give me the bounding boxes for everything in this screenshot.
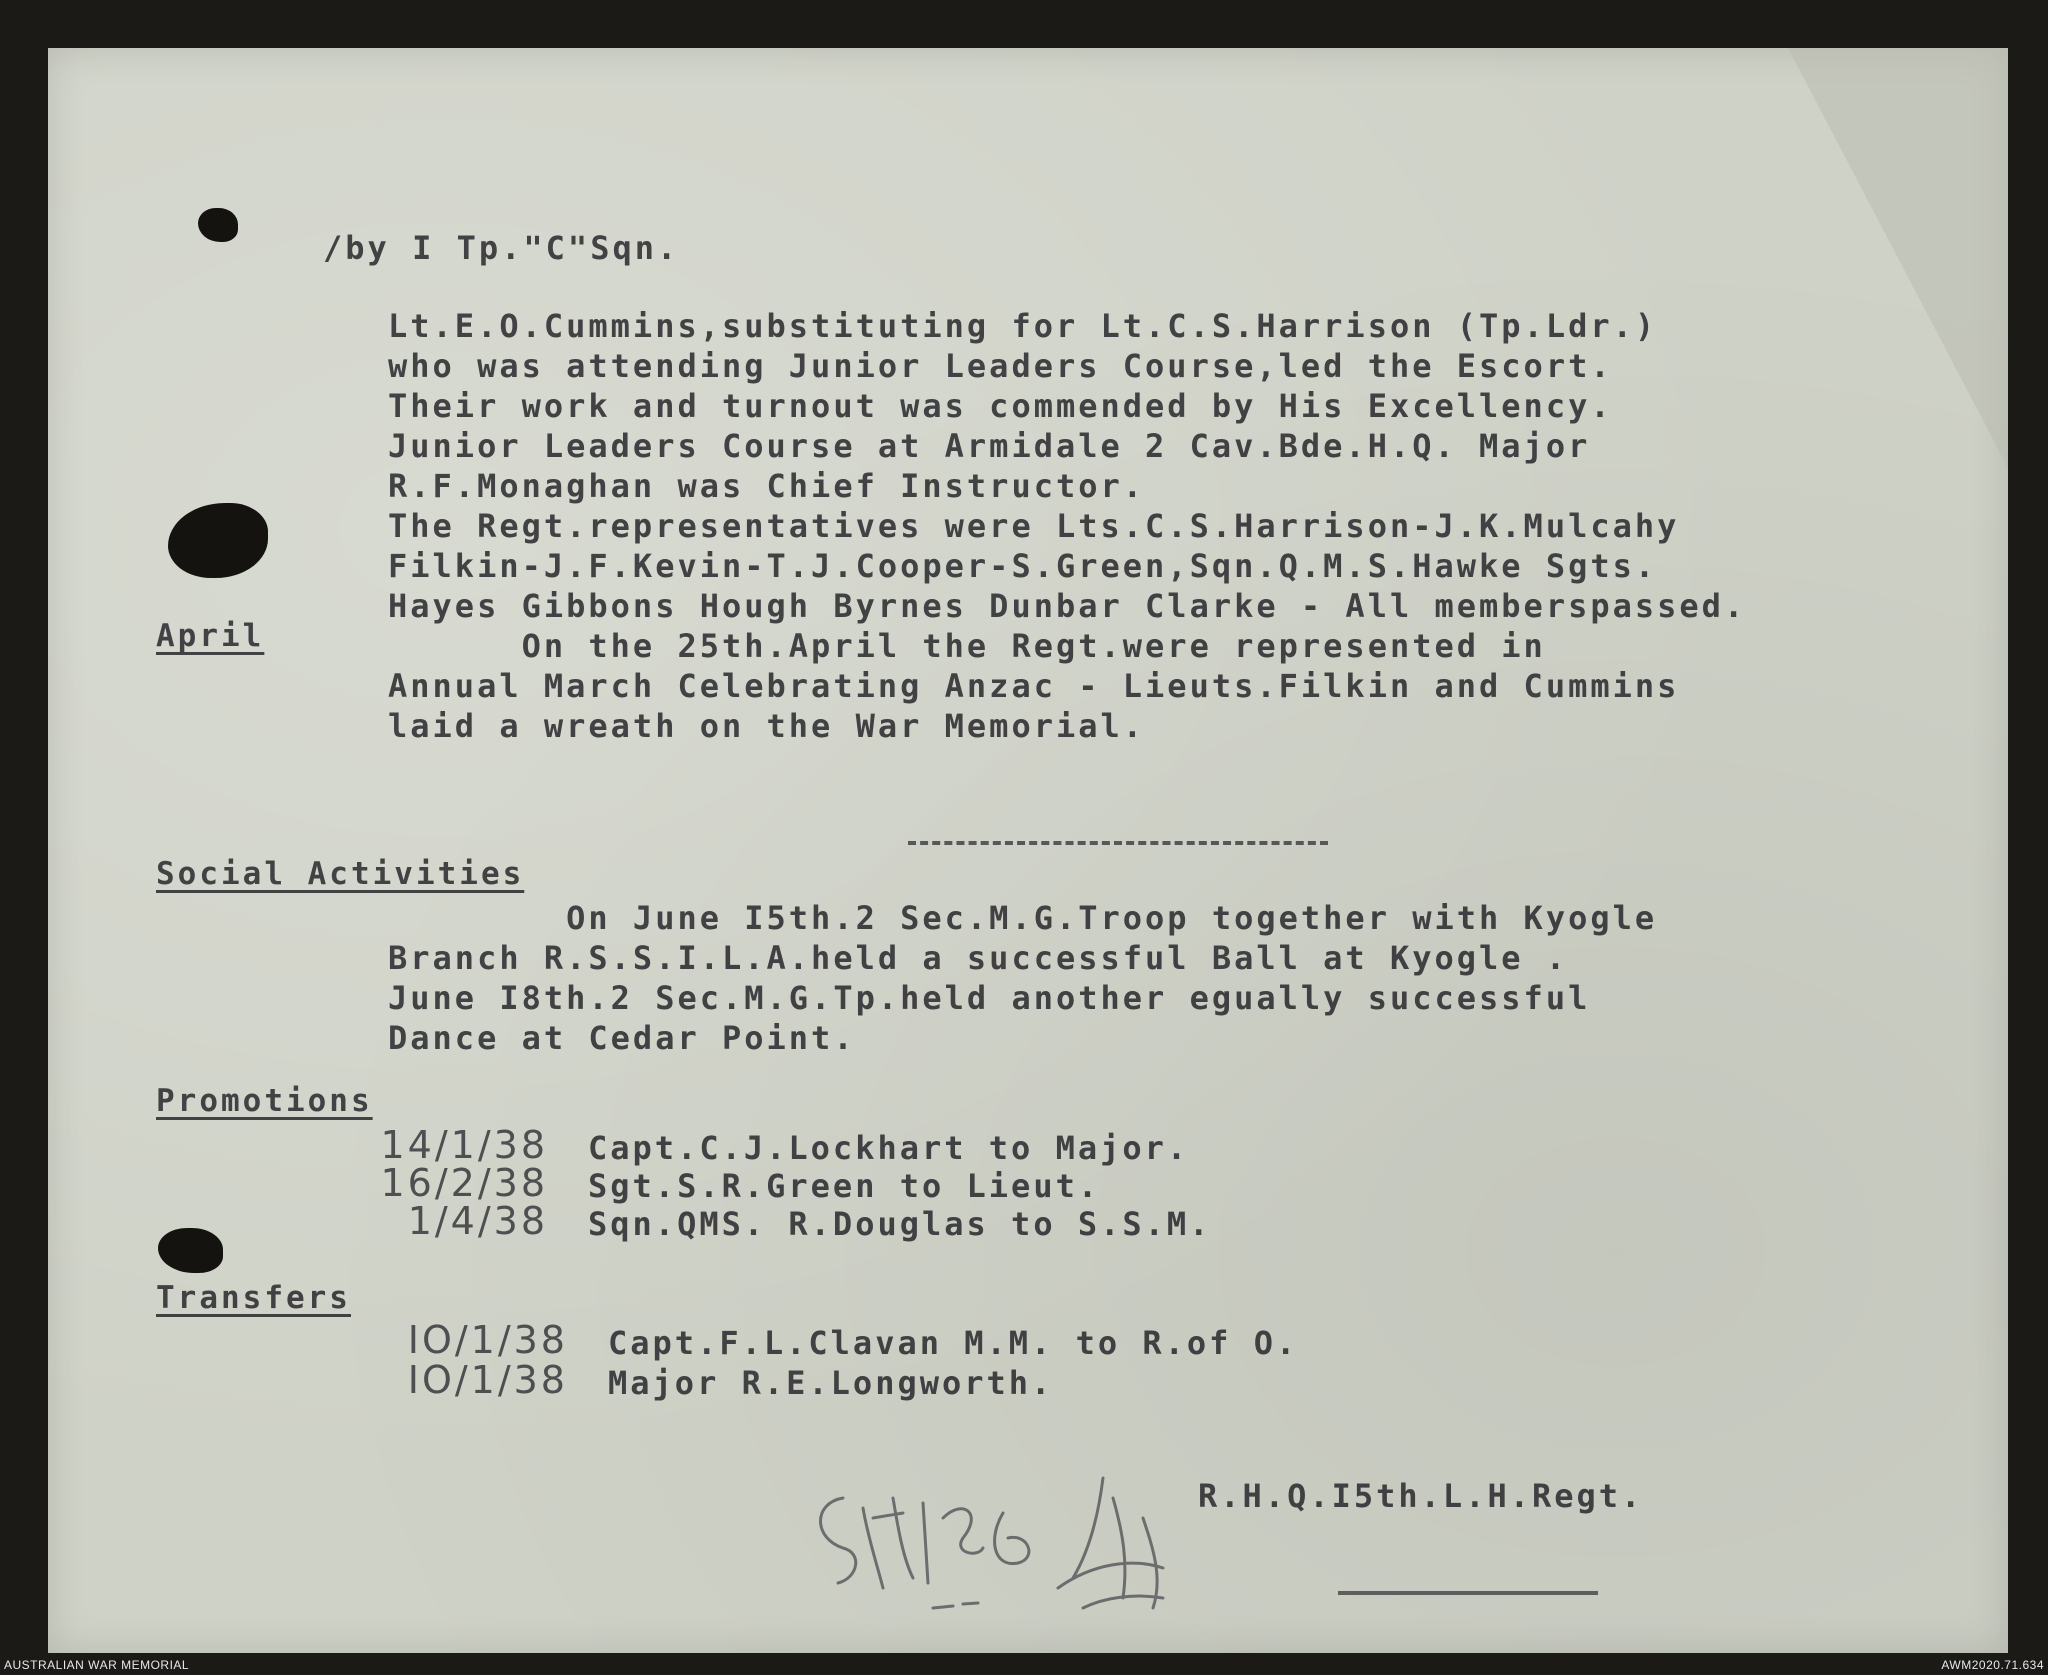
heading-april: April: [156, 618, 265, 654]
text-line: R.F.Monaghan was Chief Instructor.: [388, 467, 1146, 505]
text-line: who was attending Junior Leaders Course,led the Escort.: [388, 347, 1613, 385]
footer-institution: AUSTRALIAN WAR MEMORIAL: [4, 1658, 190, 1672]
text-line: laid a wreath on the War Memorial.: [388, 707, 1146, 745]
text-line: Hayes Gibbons Hough Byrnes Dunbar Clarke - All memberspassed.: [388, 587, 1747, 625]
text-line: Dance at Cedar Point.: [388, 1019, 856, 1057]
text-line: Branch R.S.S.I.L.A.held a successful Ball at Kyogle .: [388, 939, 1569, 977]
footer-accession-number: AWM2020.71.634: [1941, 1658, 2044, 1672]
heading-promotions: Promotions: [156, 1083, 373, 1119]
punch-hole: [168, 503, 268, 578]
text-line: Annual March Celebrating Anzac - Lieuts.Filkin and Cummins: [388, 667, 1680, 705]
text-line: The Regt.representatives were Lts.C.S.Harrison-J.K.Mulcahy: [388, 507, 1680, 545]
entry-date: 1/4/38: [407, 1199, 548, 1243]
entry-date: IO/1/38: [407, 1358, 568, 1402]
entry-text: Capt.C.J.Lockhart to Major.: [588, 1129, 1190, 1167]
paragraph-escort: [388, 306, 1746, 626]
entry-text: Major R.E.Longworth.: [608, 1364, 1054, 1402]
signature-underline: [1338, 1591, 1598, 1595]
paragraph-april: [388, 626, 1679, 746]
entry-text: Capt.F.L.Clavan M.M. to R.of O.: [608, 1324, 1299, 1362]
text-line: On the 25th.April the Regt.were represented in: [388, 627, 1546, 665]
punch-hole: [198, 208, 238, 242]
entry-text: Sqn.QMS. R.Douglas to S.S.M.: [588, 1205, 1212, 1243]
paragraph-social: [388, 898, 1657, 1058]
promotion-entry: [348, 1199, 1211, 1243]
text-line: Their work and turnout was commended by His Excellency.: [388, 387, 1613, 425]
regiment-signature-block: R.H.Q.I5th.L.H.Regt.: [1198, 1477, 1644, 1515]
entry-date: IO/1/38: [407, 1318, 568, 1362]
transfer-entry: [368, 1358, 1053, 1402]
reference-line: /by I Tp."C"Sqn.: [323, 229, 680, 267]
text-line: On June I5th.2 Sec.M.G.Troop together with Kyogle: [388, 899, 1658, 937]
entry-date: 16/2/38: [380, 1161, 548, 1205]
text-line: June I8th.2 Sec.M.G.Tp.held another egually successful: [388, 979, 1591, 1017]
section-divider: [908, 841, 1328, 845]
text-line: Junior Leaders Course at Armidale 2 Cav.Bde.H.Q. Major: [388, 427, 1591, 465]
heading-transfers: Transfers: [156, 1280, 351, 1316]
text-line: Filkin-J.F.Kevin-T.J.Cooper-S.Green,Sqn.Q.M.S.Hawke Sgts.: [388, 547, 1658, 585]
punch-hole: [158, 1228, 223, 1273]
transfer-entry: [368, 1318, 1298, 1362]
entry-text: Sgt.S.R.Green to Lieut.: [588, 1167, 1101, 1205]
heading-social-activities: Social Activities: [156, 856, 525, 892]
text-line: Lt.E.O.Cummins,substituting for Lt.C.S.Harrison (Tp.Ldr.): [388, 307, 1658, 345]
entry-date: 14/1/38: [380, 1123, 548, 1167]
folded-corner: [1788, 48, 2008, 468]
document-sheet: [48, 48, 2008, 1653]
